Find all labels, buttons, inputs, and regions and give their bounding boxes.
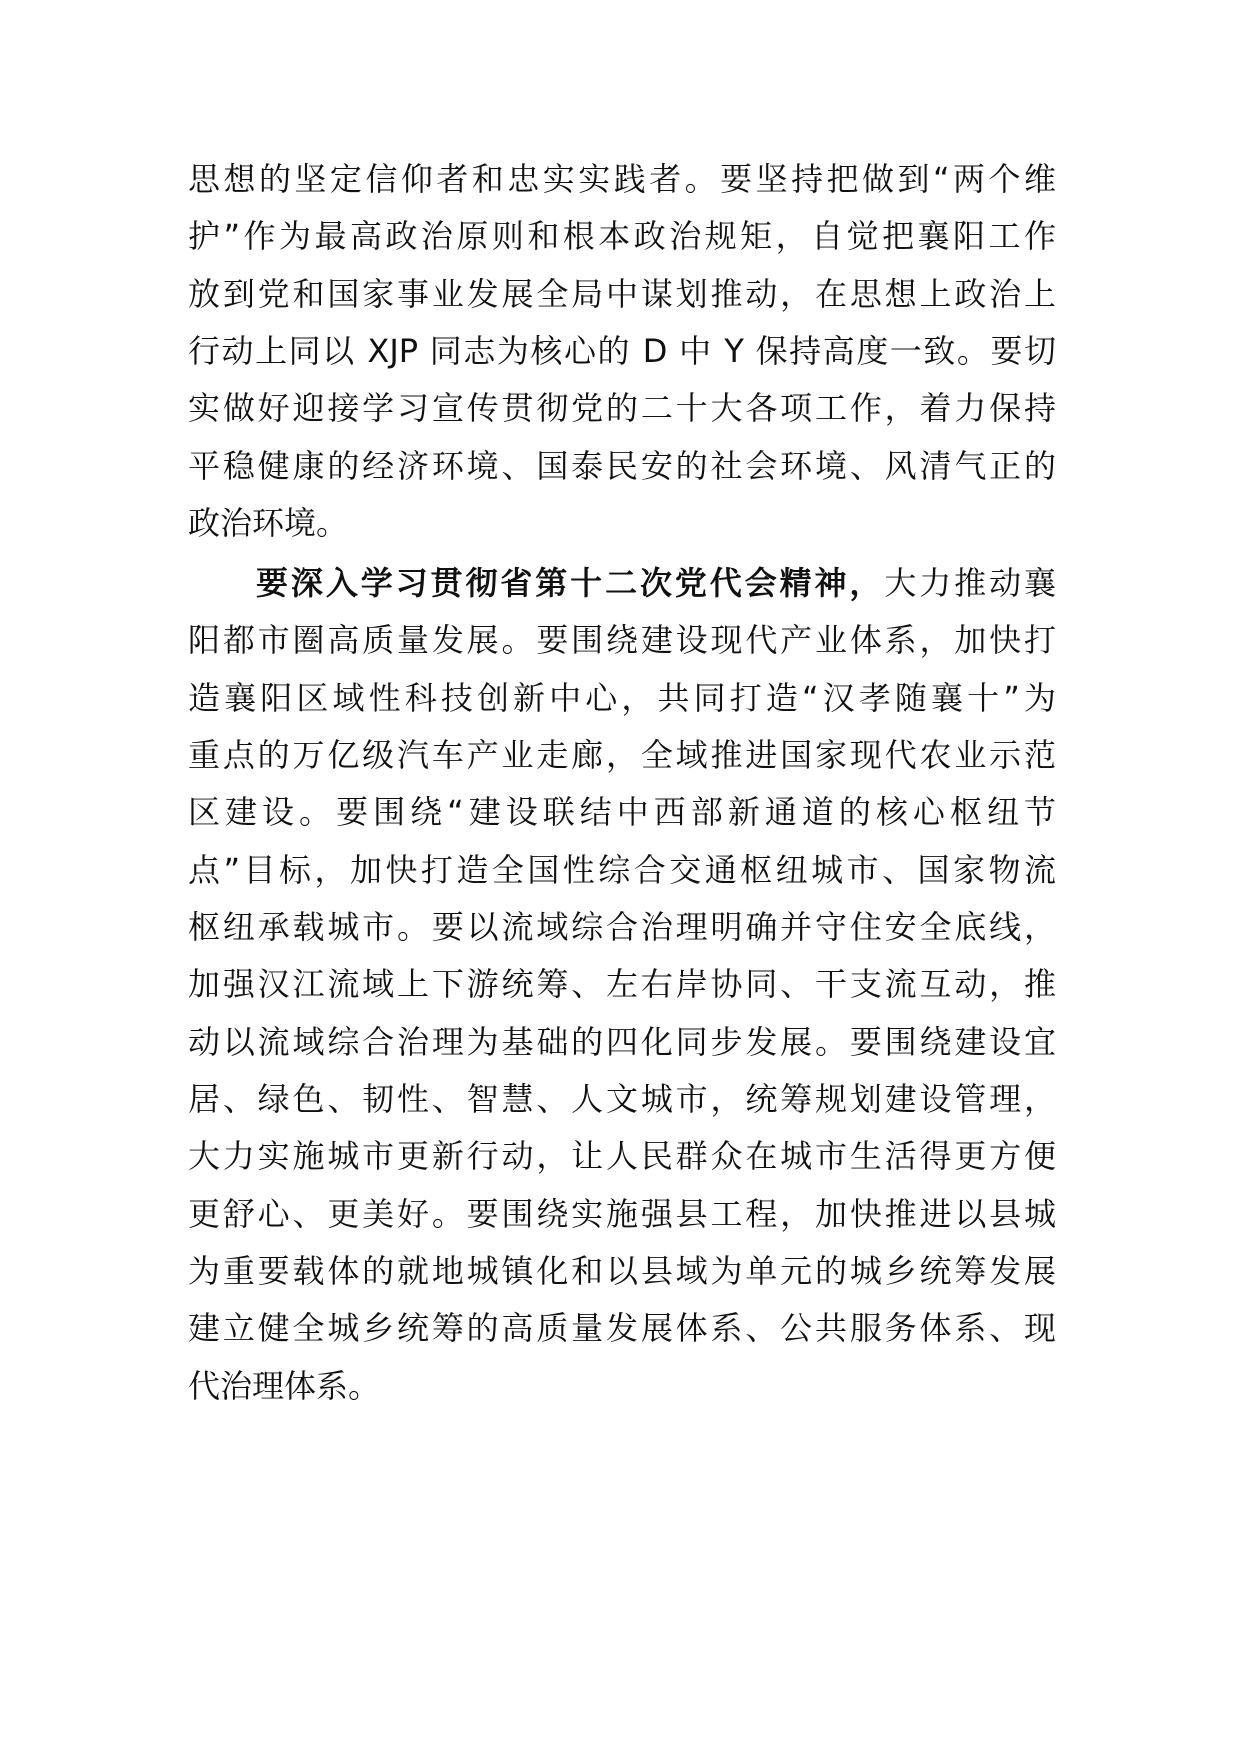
paragraph-heading-rest: 大力推动襄 [884,564,1056,602]
text-line: 大力实施城市更新行动，让人民群众在城市生活得更方便 [188,1137,1056,1175]
text-line: 代治理体系。 [188,1367,381,1405]
text-line: 护”作为最高政治原则和根本政治规矩，自觉把襄阳工作 [188,217,1056,255]
text-line: 为重要载体的就地城镇化和以县域为单元的城乡统筹发展 [188,1252,1056,1290]
text-line: 枢纽承载城市。要以流域综合治理明确并守住安全底线， [188,908,1056,946]
text-line: 造襄阳区域性科技创新中心，共同打造“汉孝随襄十”为 [188,679,1056,717]
paragraph-first-line [256,555,1056,611]
text-line: 区建设。要围绕“建设联结中西部新通道的核心枢纽节 [188,793,1056,831]
text-line: 点”目标，加快打造全国性综合交通枢纽城市、国家物流 [188,851,1056,889]
text-line: 政治环境。 [188,504,349,542]
text-line: 动以流域综合治理为基础的四化同步发展。要围绕建设宜 [188,1023,1056,1061]
text-line: 加强汉江流域上下游统筹、左右岸协同、干支流互动，推 [188,965,1056,1003]
text-line: 建立健全城乡统筹的高质量发展体系、公共服务体系、现 [188,1309,1056,1347]
text-line: 重点的万亿级汽车产业走廊，全域推进国家现代农业示范 [188,736,1056,774]
text-line: 实做好迎接学习宣传贯彻党的二十大各项工作，着力保持 [188,389,1056,427]
paragraph-heading: 要深入学习贯彻省第十二次党代会精神， [256,564,885,602]
text-line: 更舒心、更美好。要围绕实施强县工程，加快推进以县城 [188,1195,1056,1233]
text-line: 行动上同以 XJP 同志为核心的 D 中 Y 保持高度一致。要切 [188,332,1056,370]
text-line: 居、绿色、韧性、智慧、人文城市，统筹规划建设管理， [188,1080,1056,1118]
text-line: 放到党和国家事业发展全局中谋划推动，在思想上政治上 [188,275,1056,313]
text-line: 平稳健康的经济环境、国泰民安的社会环境、风清气正的 [188,447,1056,485]
text-line: 思想的坚定信仰者和忠实实践者。要坚持把做到“两个维 [188,160,1056,198]
text-line: 阳都市圈高质量发展。要围绕建设现代产业体系，加快打 [188,621,1056,659]
